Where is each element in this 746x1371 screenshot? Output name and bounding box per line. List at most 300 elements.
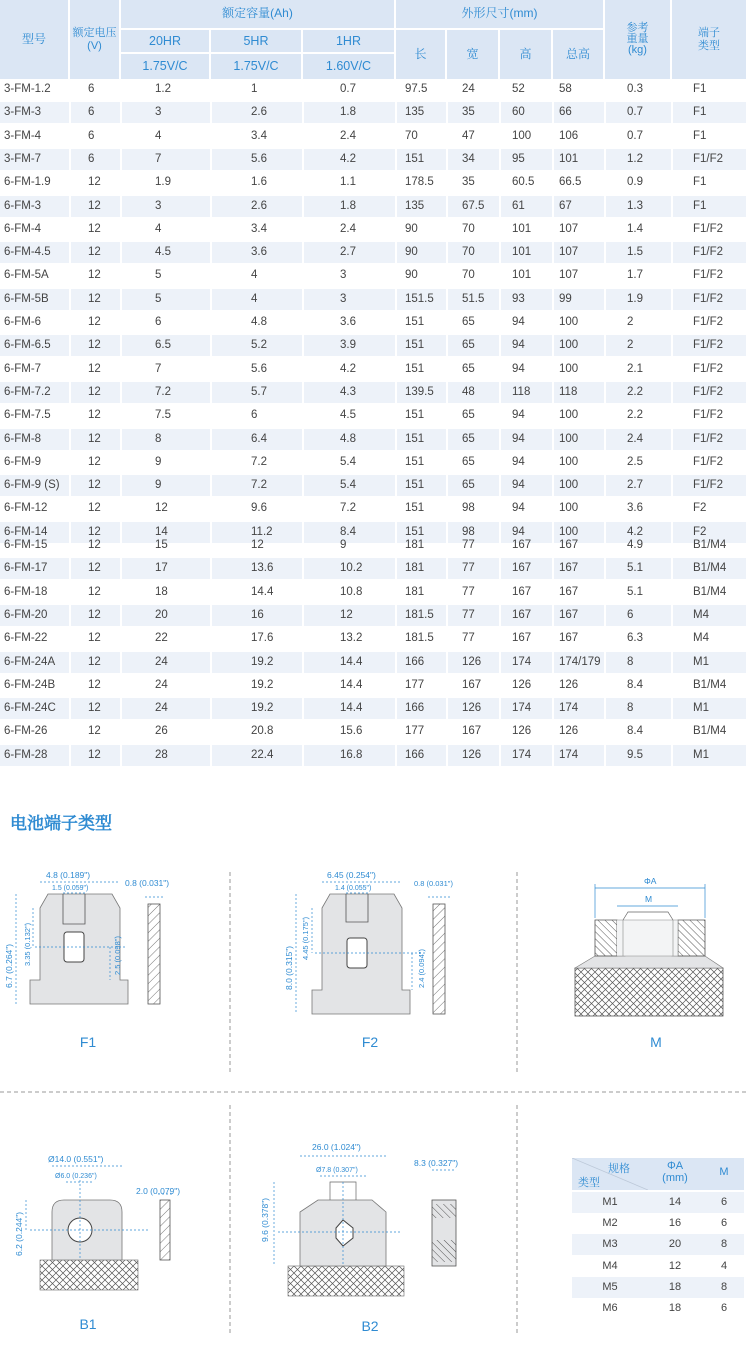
- cell-weight: 0.9: [627, 176, 643, 189]
- m-spec-row: [572, 1256, 744, 1277]
- cell-weight: 1.7: [627, 269, 643, 282]
- cell-total-height: 126: [559, 725, 579, 738]
- cell-height: 100: [512, 129, 532, 142]
- cell-width: 126: [462, 748, 482, 761]
- cell-weight: 6: [627, 608, 634, 621]
- cell-capacity-5hr: 6: [251, 409, 258, 422]
- cell-model: 6-FM-26: [4, 725, 48, 738]
- m-spec-cell-type: M6: [602, 1302, 618, 1314]
- cell-capacity-1hr: 3: [340, 269, 347, 282]
- b1-thickness-dim: 2.0 (0.079"): [136, 1186, 181, 1196]
- cell-capacity-1hr: 9: [340, 539, 347, 551]
- cell-total-height: 167: [559, 632, 579, 645]
- cell-height: 94: [512, 479, 525, 492]
- cell-capacity-1hr: 1.8: [340, 106, 356, 119]
- cell-capacity-20hr: 7.2: [155, 385, 171, 398]
- m-spec-row: [572, 1234, 744, 1255]
- cell-width: 24: [462, 83, 475, 95]
- cell-weight: 5.1: [627, 562, 643, 575]
- cell-capacity-5hr: 12: [251, 539, 264, 551]
- cell-capacity-5hr: 9.6: [251, 502, 267, 515]
- m-spec-cell-m: 4: [720, 1259, 728, 1272]
- cell-weight: 0.3: [627, 83, 643, 95]
- m-spec-cell-m: 8: [720, 1280, 728, 1293]
- cell-voltage: 6: [88, 152, 95, 165]
- cell-height: 60.5: [512, 176, 535, 189]
- cell-length: 135: [405, 199, 425, 212]
- table-row: [0, 172, 746, 193]
- b1-width-dim: Ø14.0 (0.551"): [48, 1154, 104, 1164]
- cell-model: 6-FM-14: [4, 525, 48, 538]
- cell-height: 94: [512, 432, 525, 445]
- cell-voltage: 12: [88, 316, 101, 328]
- cell-total-height: 100: [559, 455, 579, 468]
- cell-model: 6-FM-7.5: [4, 409, 51, 422]
- table-row: [0, 242, 746, 263]
- cell-total-height: 167: [559, 585, 579, 598]
- table-row: [0, 79, 746, 100]
- cell-total-height: 107: [559, 246, 579, 259]
- m-spec-cell-phia: 20: [668, 1238, 682, 1251]
- table-row: [0, 126, 746, 147]
- f2-height-dim: 8.0 (0.315"): [284, 945, 294, 990]
- cell-height: 94: [512, 362, 525, 375]
- cell-total-height: 100: [559, 316, 579, 328]
- cell-voltage: 12: [88, 525, 101, 538]
- header-1hr: 1HR: [303, 30, 394, 52]
- cell-total-height: 101: [559, 152, 579, 165]
- cell-capacity-5hr: 3.6: [251, 246, 267, 259]
- cell-voltage: 12: [88, 479, 101, 492]
- cell-width: 35: [462, 106, 475, 119]
- cell-terminal-type: F1/F2: [693, 479, 724, 492]
- cell-total-height: 67: [559, 199, 572, 212]
- cell-capacity-20hr: 8: [155, 432, 162, 445]
- cell-capacity-1hr: 4.3: [340, 385, 356, 398]
- cell-height: 101: [512, 246, 532, 259]
- cell-capacity-1hr: 15.6: [340, 725, 363, 738]
- cell-length: 151: [405, 432, 425, 445]
- cell-capacity-1hr: 13.2: [340, 632, 363, 645]
- cell-height: 126: [512, 678, 532, 691]
- cell-capacity-5hr: 11.2: [251, 525, 273, 538]
- cell-capacity-5hr: 20.8: [251, 725, 274, 738]
- cell-capacity-1hr: 10.8: [340, 585, 363, 598]
- m-spec-row: [572, 1298, 744, 1319]
- cell-width: 77: [462, 585, 475, 598]
- cell-length: 177: [405, 678, 425, 691]
- m-spec-cell-phia: 18: [668, 1280, 682, 1293]
- cell-height: 95: [512, 152, 525, 165]
- cell-weight: 5.1: [627, 585, 643, 598]
- cell-height: 61: [512, 199, 525, 212]
- cell-length: 151: [405, 455, 425, 468]
- cell-height: 94: [512, 316, 525, 328]
- header-height: 高: [500, 30, 551, 79]
- cell-capacity-20hr: 9: [155, 455, 162, 468]
- table-row: [0, 149, 746, 170]
- table-row: [0, 429, 746, 450]
- cell-length: 90: [405, 222, 418, 235]
- cell-height: 167: [512, 585, 532, 598]
- cell-weight: 1.9: [627, 292, 643, 305]
- cell-width: 167: [462, 678, 482, 691]
- cell-capacity-1hr: 3: [340, 292, 347, 305]
- cell-height: 94: [512, 409, 525, 422]
- header-width: 宽: [447, 30, 498, 79]
- f1-width-dim: 4.8 (0.189"): [46, 870, 91, 880]
- cell-capacity-1hr: 14.4: [340, 702, 363, 715]
- cell-voltage: 12: [88, 655, 101, 668]
- cell-length: 151: [405, 502, 425, 515]
- cell-weight: 0.7: [627, 106, 643, 119]
- cell-height: 174: [512, 655, 532, 668]
- cell-weight: 3.6: [627, 502, 643, 515]
- cell-capacity-1hr: 7.2: [340, 502, 356, 515]
- cell-capacity-20hr: 4: [155, 222, 162, 235]
- cell-capacity-20hr: 17: [155, 562, 168, 575]
- cell-model: 6-FM-7: [4, 362, 42, 375]
- cell-terminal-type: B1/M4: [693, 539, 727, 551]
- cell-weight: 2: [627, 316, 634, 328]
- cell-width: 167: [462, 725, 482, 738]
- cell-capacity-20hr: 1.9: [155, 176, 171, 189]
- cell-width: 65: [462, 339, 475, 352]
- cell-total-height: 167: [559, 562, 579, 575]
- cell-model: 6-FM-6: [4, 316, 42, 328]
- cell-capacity-20hr: 24: [155, 678, 168, 691]
- f1-hole-dim: 3.35 (0.132"): [23, 922, 32, 966]
- b2-hole-dim: Ø7.8 (0.307"): [316, 1167, 358, 1174]
- cell-model: 6-FM-15: [4, 539, 48, 551]
- cell-width: 70: [462, 269, 475, 282]
- cell-model: 6-FM-12: [4, 502, 48, 515]
- cell-weight: 2.7: [627, 479, 643, 492]
- m-spec-cell-type: M2: [602, 1217, 618, 1230]
- cell-model: 3-FM-3: [4, 106, 42, 119]
- cell-height: 174: [512, 702, 532, 715]
- cell-terminal-type: F1/F2: [693, 339, 724, 352]
- cell-capacity-20hr: 22: [155, 632, 168, 645]
- cell-weight: 2.2: [627, 409, 643, 422]
- cell-total-height: 100: [559, 339, 579, 352]
- m-spec-cell-m: 6: [720, 1302, 728, 1314]
- m-spec-cell-type: M5: [602, 1280, 618, 1293]
- cell-terminal-type: F2: [693, 525, 707, 538]
- cell-voltage: 12: [88, 362, 101, 375]
- cell-capacity-20hr: 20: [155, 608, 168, 621]
- cell-voltage: 12: [88, 608, 101, 621]
- cell-model: 6-FM-24C: [4, 702, 56, 715]
- cell-capacity-5hr: 2.6: [251, 106, 267, 119]
- m-spec-header-type: 类型: [578, 1177, 600, 1189]
- header-5hr: 5HR: [211, 30, 301, 52]
- cell-weight: 2.1: [627, 362, 643, 375]
- cell-capacity-20hr: 28: [155, 748, 168, 761]
- cell-total-height: 174: [559, 702, 579, 715]
- cell-terminal-type: M4: [693, 608, 709, 621]
- cell-capacity-5hr: 5.2: [251, 339, 267, 352]
- table-row: [0, 335, 746, 356]
- cell-capacity-20hr: 6.5: [155, 339, 171, 352]
- cell-height: 94: [512, 339, 525, 352]
- cell-voltage: 12: [88, 176, 101, 189]
- b1-side-view: [160, 1200, 170, 1260]
- cell-capacity-20hr: 18: [155, 585, 168, 598]
- cell-capacity-1hr: 4.8: [340, 432, 356, 445]
- cell-terminal-type: F1: [693, 176, 707, 189]
- cell-voltage: 12: [88, 585, 101, 598]
- cell-model: 6-FM-18: [4, 585, 48, 598]
- f2-width-dim: 6.45 (0.254"): [327, 870, 376, 880]
- cell-capacity-5hr: 1.6: [251, 176, 267, 189]
- cell-length: 151: [405, 362, 425, 375]
- cell-weight: 8.4: [627, 678, 643, 691]
- cell-capacity-20hr: 26: [155, 725, 168, 738]
- cell-voltage: 12: [88, 678, 101, 691]
- cell-voltage: 12: [88, 562, 101, 575]
- table-row: [0, 312, 746, 333]
- cell-length: 90: [405, 246, 418, 259]
- f2-slot-dim: 1.4 (0.055"): [335, 885, 372, 892]
- cell-height: 93: [512, 292, 525, 305]
- table-row: [0, 265, 746, 286]
- m-spec-cell-phia: 14: [668, 1196, 682, 1208]
- cell-model: 6-FM-4: [4, 222, 42, 235]
- f1-thickness-dim: 0.8 (0.031"): [125, 878, 170, 888]
- m-base: [575, 968, 723, 1016]
- cell-terminal-type: F1/F2: [693, 409, 724, 422]
- b2-height-dim: 9.6 (0.378"): [260, 1197, 270, 1242]
- cell-voltage: 12: [88, 269, 101, 282]
- cell-terminal-type: F1/F2: [693, 246, 724, 259]
- cell-total-height: 107: [559, 269, 579, 282]
- m-spec-row: [572, 1277, 744, 1298]
- cell-width: 35: [462, 176, 475, 189]
- cell-voltage: 12: [88, 292, 101, 305]
- cell-height: 167: [512, 608, 532, 621]
- cell-length: 166: [405, 748, 425, 761]
- cell-model: 3-FM-1.2: [4, 83, 51, 95]
- cell-width: 67.5: [462, 199, 485, 212]
- header-1hr-cutoff: 1.60V/C: [303, 54, 394, 79]
- cell-capacity-1hr: 4.2: [340, 362, 356, 375]
- cell-weight: 2: [627, 339, 634, 352]
- cell-height: 94: [512, 502, 525, 515]
- cell-width: 98: [462, 525, 475, 538]
- header-dimensions: 外形尺寸(mm): [396, 0, 603, 28]
- cell-total-height: 100: [559, 502, 579, 515]
- table-row: [0, 582, 746, 603]
- cell-capacity-5hr: 17.6: [251, 632, 274, 645]
- b1-height-dim: 6.2 (0.244"): [14, 1211, 24, 1256]
- cell-capacity-5hr: 16: [251, 608, 264, 621]
- cell-height: 101: [512, 269, 532, 282]
- cell-model: 6-FM-7.2: [4, 385, 51, 398]
- cell-height: 94: [512, 525, 525, 538]
- cell-capacity-20hr: 9: [155, 479, 162, 492]
- b2-base: [288, 1266, 404, 1296]
- table-row: [0, 698, 746, 719]
- cell-capacity-5hr: 5.6: [251, 152, 267, 165]
- cell-length: 178.5: [405, 176, 434, 189]
- m-inner-dim: M: [645, 894, 653, 904]
- f2-hole-dim: 4.45 (0.175"): [301, 916, 310, 960]
- cell-capacity-1hr: 14.4: [340, 678, 363, 691]
- terminal-f2-drawing: [296, 882, 450, 1014]
- cell-terminal-type: B1/M4: [693, 725, 727, 738]
- cell-voltage: 6: [88, 129, 95, 142]
- cell-width: 126: [462, 655, 482, 668]
- cell-capacity-1hr: 3.9: [340, 339, 356, 352]
- cell-height: 174: [512, 748, 532, 761]
- cell-total-height: 66.5: [559, 176, 582, 189]
- cell-width: 48: [462, 385, 475, 398]
- cell-weight: 6.3: [627, 632, 643, 645]
- cell-capacity-20hr: 7: [155, 152, 162, 165]
- table-row: [0, 652, 746, 673]
- cell-total-height: 126: [559, 678, 579, 691]
- table-row: [0, 498, 746, 519]
- cell-voltage: 6: [88, 83, 95, 95]
- cell-capacity-5hr: 3.4: [251, 129, 267, 142]
- cell-width: 77: [462, 608, 475, 621]
- cell-capacity-5hr: 19.2: [251, 678, 274, 691]
- table-row: [0, 196, 746, 217]
- m-spec-cell-phia: 18: [668, 1302, 682, 1314]
- cell-height: 52: [512, 83, 525, 95]
- b1-base: [40, 1260, 138, 1290]
- m-spec-cell-m: 6: [720, 1196, 728, 1208]
- header-capacity: 额定容量(Ah): [121, 0, 394, 28]
- cell-voltage: 6: [88, 106, 95, 119]
- cell-voltage: 12: [88, 409, 101, 422]
- cell-model: 6-FM-5B: [4, 292, 49, 305]
- table-row: [0, 102, 746, 123]
- cell-weight: 0.7: [627, 129, 643, 142]
- cell-total-height: 58: [559, 83, 572, 95]
- cell-length: 181: [405, 562, 425, 575]
- cell-terminal-type: F1/F2: [693, 269, 724, 282]
- cell-capacity-20hr: 3: [155, 199, 162, 212]
- header-voltage: 额定电压 (V): [70, 0, 119, 79]
- cell-total-height: 107: [559, 222, 579, 235]
- cell-capacity-20hr: 6: [155, 316, 162, 328]
- cell-voltage: 12: [88, 748, 101, 761]
- m-spec-cell-m: 8: [720, 1238, 728, 1251]
- table-row: [0, 745, 746, 766]
- m-spec-header-spec: 规格: [608, 1163, 630, 1175]
- cell-capacity-5hr: 19.2: [251, 702, 274, 715]
- table-row: [0, 475, 746, 496]
- cell-length: 151: [405, 409, 425, 422]
- cell-model: 6-FM-1.9: [4, 176, 51, 189]
- cell-capacity-20hr: 24: [155, 655, 168, 668]
- header-length: 长: [396, 30, 445, 79]
- cell-length: 135: [405, 106, 425, 119]
- f2-side-dim: 2.4 (0.094"): [417, 949, 426, 988]
- cell-capacity-1hr: 0.7: [340, 83, 356, 95]
- cell-height: 167: [512, 539, 532, 551]
- terminal-b2-label: B2: [361, 1318, 379, 1334]
- cell-model: 3-FM-7: [4, 152, 42, 165]
- cell-capacity-1hr: 2.4: [340, 129, 356, 142]
- header-total-height: 总高: [553, 30, 603, 79]
- m-nut-left: [595, 920, 617, 956]
- cell-width: 77: [462, 539, 475, 551]
- m-outer-dim: ΦA: [644, 876, 657, 886]
- cell-width: 65: [462, 409, 475, 422]
- cell-capacity-20hr: 4.5: [155, 246, 171, 259]
- cell-terminal-type: F1/F2: [693, 432, 724, 445]
- cell-width: 65: [462, 432, 475, 445]
- cell-total-height: 100: [559, 362, 579, 375]
- m-spec-header: [572, 1158, 744, 1190]
- cell-weight: 1.2: [627, 152, 643, 165]
- terminal-f2-label: F2: [361, 1034, 379, 1050]
- b2-thickness-dim: 8.3 (0.327"): [414, 1158, 459, 1168]
- cell-weight: 1.5: [627, 246, 643, 259]
- cell-terminal-type: F1/F2: [693, 385, 724, 398]
- terminal-b1-drawing: [26, 1166, 174, 1290]
- cell-total-height: 100: [559, 525, 579, 538]
- cell-weight: 4.2: [627, 525, 643, 538]
- cell-terminal-type: F2: [693, 502, 707, 515]
- cell-height: 60: [512, 106, 525, 119]
- cell-capacity-1hr: 12: [340, 608, 353, 621]
- cell-voltage: 12: [88, 502, 101, 515]
- cell-voltage: 12: [88, 246, 101, 259]
- cell-total-height: 167: [559, 608, 579, 621]
- m-spec-row: [572, 1213, 744, 1234]
- cell-width: 65: [462, 316, 475, 328]
- cell-model: 6-FM-28: [4, 748, 48, 761]
- cell-model: 6-FM-20: [4, 608, 48, 621]
- cell-length: 97.5: [405, 83, 428, 95]
- cell-voltage: 12: [88, 539, 101, 551]
- cell-voltage: 12: [88, 385, 101, 398]
- cell-total-height: 174: [559, 748, 579, 761]
- cell-width: 77: [462, 562, 475, 575]
- cell-voltage: 12: [88, 632, 101, 645]
- cell-capacity-20hr: 7.5: [155, 409, 171, 422]
- cell-capacity-1hr: 14.4: [340, 655, 363, 668]
- cell-length: 151: [405, 479, 425, 492]
- b2-width-dim: 26.0 (1.024"): [312, 1142, 361, 1152]
- f1-height-dim: 6.7 (0.264"): [4, 943, 14, 988]
- cell-terminal-type: M1: [693, 702, 709, 715]
- cell-capacity-5hr: 2.6: [251, 199, 267, 212]
- cell-capacity-5hr: 3.4: [251, 222, 267, 235]
- cell-weight: 9.5: [627, 748, 643, 761]
- cell-capacity-5hr: 7.2: [251, 479, 267, 492]
- m-spec-row: [572, 1192, 744, 1213]
- cell-terminal-type: F1: [693, 199, 707, 212]
- f1-slot-dim: 1.5 (0.059"): [52, 885, 89, 892]
- table-row: [0, 452, 746, 473]
- cell-weight: 8: [627, 655, 634, 668]
- m-nut-right: [678, 920, 705, 956]
- cell-capacity-20hr: 15: [155, 539, 168, 551]
- cell-capacity-20hr: 7: [155, 362, 162, 375]
- cell-length: 181.5: [405, 608, 434, 621]
- cell-weight: 8.4: [627, 725, 643, 738]
- cell-voltage: 12: [88, 702, 101, 715]
- cell-capacity-5hr: 1: [251, 83, 258, 95]
- cell-capacity-20hr: 24: [155, 702, 168, 715]
- m-spec-cell-phia: 12: [668, 1259, 682, 1272]
- cell-terminal-type: M1: [693, 655, 709, 668]
